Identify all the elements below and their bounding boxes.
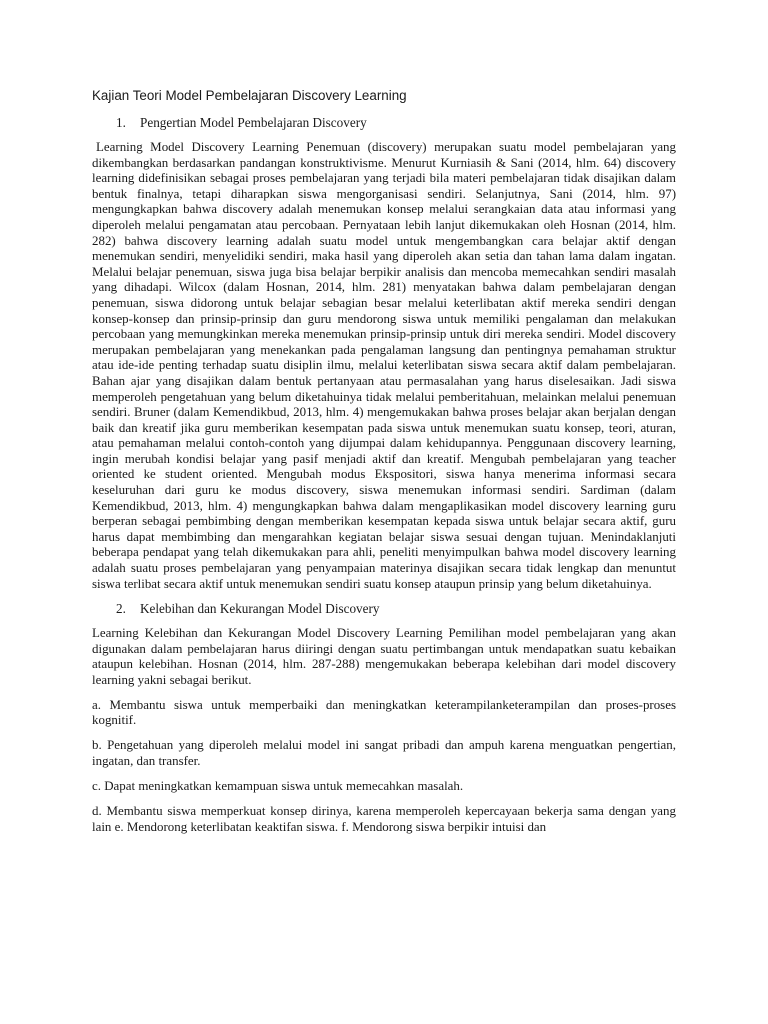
section-number: 1. <box>116 115 126 130</box>
list-item-a: a. Membantu siswa untuk memperbaiki dan meningkatkan keterampilanketerampilan dan proses-proses kognitif. <box>92 696 676 728</box>
list-item-b: b. Pengetahuan yang diperoleh melalui model ini sangat pribadi dan ampuh karena menguatkan pengertian, ingatan, dan transfer. <box>92 737 676 768</box>
document-title: Kajian Teori Model Pembelajaran Discovery Learning <box>92 88 407 103</box>
section-number: 2. <box>116 601 126 617</box>
section-heading-text: Pengertian Model Pembelajaran Discovery <box>140 115 367 130</box>
section-2-paragraph: Learning Kelebihan dan Kekurangan Model Discovery Learning Pemilihan model pembelajaran yang akan digunakan dalam pembelajaran harus diiringi dengan suatu pertimbangan untuk mendapatkan suatu kebaikan ataupun kelebihan. Hosnan (2014, hlm. 287-288) mengemukakan beberapa kelebihan dari model discovery learning yakni sebagai berikut. <box>92 625 676 687</box>
list-item-d: d. Membantu siswa memperkuat konsep dirinya, karena memperoleh kepercayaan bekerja sama dengan yang lain e. Mendorong keterlibatan keaktifan siswa. f. Mendorong siswa berpikir intuisi dan <box>92 803 676 834</box>
section-heading-text: Kelebihan dan Kekurangan Model Discovery <box>140 601 380 617</box>
list-item-c: c. Dapat meningkatkan kemampuan siswa untuk memecahkan masalah. <box>92 777 464 793</box>
section-heading-2 <box>92 600 676 617</box>
section-1-paragraph: Learning Model Discovery Learning Penemuan (discovery) merupakan suatu model pembelajaran yang dikembangkan berdasarkan pandangan konstruktivisme. Menurut Kurniasih & Sani (2014, hlm. 64) discovery learning didefinisikan sebagai proses pembelajaran yang terjadi bila materi pembelajaran tidak disajikan dalam bentuk finalnya, tetapi diharapkan siswa mengorganisasi sendiri. Selanjutnya, Sani (2014, hlm. 97) mengungkapkan bahwa discovery adalah menemukan konsep melalui serangkaian data atau informasi yang diperoleh melalui pengamatan atau percobaan. Pernyataan lebih lanjut dikemukakan oleh Hosnan (2014, hlm. 282) bahwa discovery learning adalah suatu model untuk mengembangkan cara belajar aktif dengan menemukan sendiri, menyelidiki sendiri, maka hasil yang diperoleh akan setia dan tahan lama dalam ingatan. Melalui belajar penemuan, siswa juga bisa belajar berpikir analisis dan mencoba memecahkan sendiri masalah yang dihadapi. Wilcox (dalam Hosnan, 2014, hlm. 281) menyatakan bahwa dalam pembelajaran dengan penemuan, siswa didorong untuk belajar sebagian besar melalui keterlibatan aktif mereka sendiri dengan konsep-konsep dan prinsip-prinsip dan guru mendorong siswa untuk memiliki pengalaman dan melakukan percobaan yang memungkinkan mereka menemukan prinsip-prinsip untuk diri mereka sendiri. Model discovery merupakan pembelajaran yang menekankan pada pengalaman langsung dan pentingnya pemahaman struktur atau ide-ide penting terhadap suatu disiplin ilmu, melalui keterlibatan siswa secara aktif dalam pembelajaran. Bahan ajar yang disajikan dalam bentuk pertanyaan atau permasalahan yang harus diselesaikan. Jadi siswa memperoleh pengetahuan yang belum diketahuinya tidak melalui pemberitahuan, melainkan melalui penemuan sendiri. Bruner (dalam Kemendikbud, 2013, hlm. 4) mengemukakan bahwa proses belajar akan berjalan dengan baik dan kreatif jika guru memberikan kesempatan pada siswa untuk menemukan suatu konsep, teori, aturan, atau pemahaman melalui contoh-contoh yang dijumpai dalam kehidupannya. Penggunaan discovery learning, ingin merubah kondisi belajar yang pasif menjadi aktif dan kreatif. Mengubah pembelajaran yang teacher oriented ke student oriented. Mengubah modus Ekspositori, siswa hanya menerima informasi secara keseluruhan dari guru ke modus discovery, siswa menemukan informasi sendiri. Sardiman (dalam Kemendikbud, 2013, hlm. 4) mengungkapkan bahwa dalam mengaplikasikan model discovery learning guru berperan sebagai pembimbing dengan memberikan kesempatan kepada siswa untuk belajar secara aktif, guru harus dapat membimbing dan mengarahkan kegiatan belajar siswa sesuai dengan tujuan. Menindaklanjuti beberapa pendapat yang telah dikemukakan para ahli, peneliti menyimpulkan bahwa model discovery learning adalah suatu proses pembelajaran yang penyampaian materinya disajikan secara tidak lengkap dan menuntut siswa terlibat secara aktif untuk menemukan sendiri suatu konsep ataupun prinsip yang belum diketahuinya. <box>92 139 676 591</box>
section-heading-1 <box>92 114 676 131</box>
